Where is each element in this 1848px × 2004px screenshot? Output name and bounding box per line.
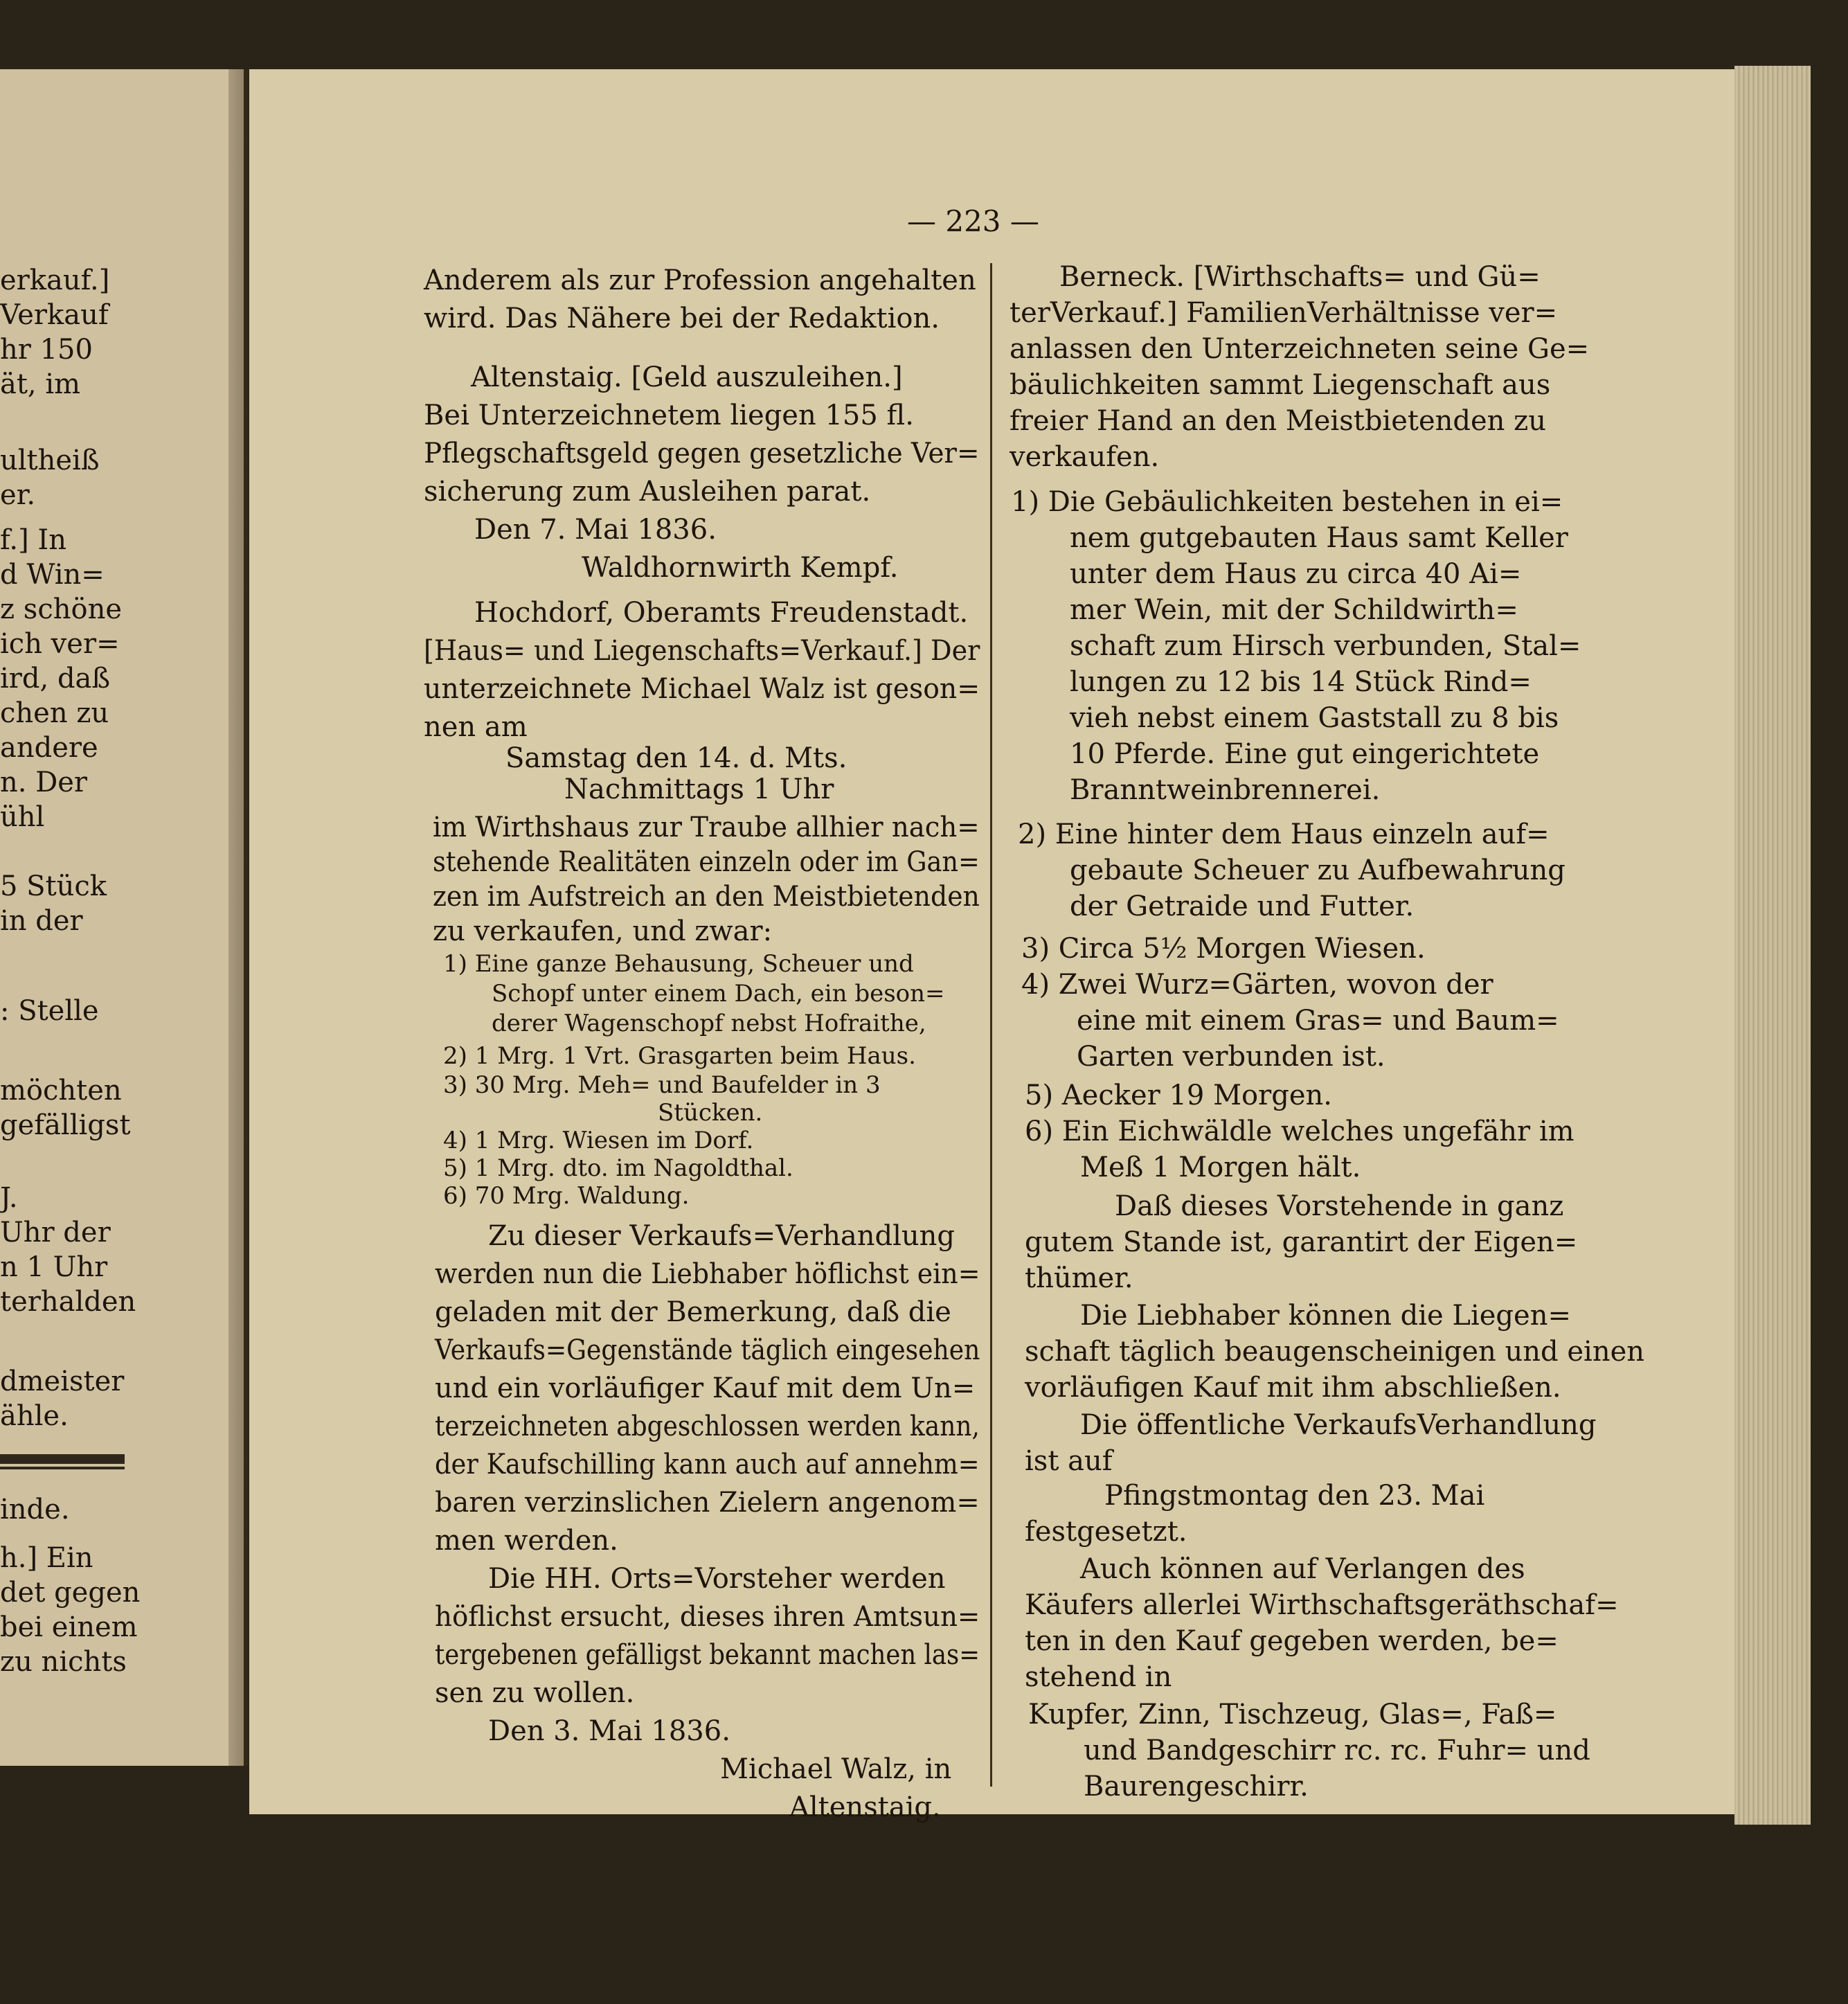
text-line: der Kaufschilling kann auch auf annehm= [435, 1449, 980, 1480]
text-line: stehend in [1025, 1661, 1172, 1693]
list-item: 6) Ein Eichwäldle welches ungefähr im [1025, 1116, 1575, 1147]
list-item: derer Wagenschopf nebst Hofraithe, [492, 1010, 926, 1037]
left-fragment-line: möchten [0, 1075, 122, 1107]
text-line: Pflegschaftsgeld gegen gesetzliche Ver= [424, 438, 980, 469]
text-line: [Haus= und Liegenschafts=Verkauf.] Der [424, 635, 980, 667]
text-line: baren verzinslichen Zielern angenom= [435, 1487, 980, 1519]
text-line: festgesetzt. [1025, 1516, 1187, 1548]
text-line: Den 3. Mai 1836. [488, 1715, 730, 1747]
left-fragment-line: ähle. [0, 1400, 69, 1432]
signature-place: Altenstaig. [789, 1791, 941, 1823]
list-item: 3) 30 Mrg. Meh= und Baufelder in 3 [443, 1071, 881, 1099]
left-fragment-line: erkauf.] [0, 265, 110, 296]
left-fragment-line: 5 Stück [0, 870, 107, 902]
text-line: sen zu wollen. [435, 1677, 635, 1709]
thick-rule [0, 1454, 125, 1464]
left-fragment-line: andere [0, 732, 98, 764]
text-line: zen im Aufstreich an den Meistbietenden [433, 881, 980, 913]
left-fragment-line: terhalden [0, 1286, 136, 1318]
list-item: 4) Zwei Wurz=Gärten, wovon der [1021, 969, 1493, 1001]
text-line: ten in den Kauf gegeben werden, be= [1025, 1625, 1559, 1657]
text-line: Zu dieser Verkaufs=Verhandlung [488, 1220, 955, 1252]
text-line: sicherung zum Ausleihen parat. [424, 476, 871, 508]
text-line: Hochdorf, Oberamts Freudenstadt. [474, 597, 969, 629]
left-fragment-line: Verkauf [0, 299, 109, 331]
page-edges [1734, 66, 1811, 1825]
left-fragment-line: n 1 Uhr [0, 1251, 108, 1283]
text-line: eine mit einem Gras= und Baum= [1077, 1005, 1559, 1037]
text-line: terVerkauf.] FamilienVerhältnisse ver= [1010, 297, 1558, 329]
thin-rule [0, 1467, 125, 1469]
text-line: lungen zu 12 bis 14 Stück Rind= [1070, 666, 1532, 698]
text-line: unter dem Haus zu circa 40 Ai= [1070, 558, 1522, 590]
left-fragment-line: det gegen [0, 1577, 141, 1609]
text-line: der Getraide und Futter. [1070, 891, 1415, 922]
text-line: men werden. [435, 1525, 618, 1557]
text-line: mer Wein, mit der Schildwirth= [1070, 594, 1518, 626]
text-line: geladen mit der Bemerkung, daß die [435, 1296, 951, 1328]
list-item: 3) Circa 5½ Morgen Wiesen. [1021, 933, 1426, 965]
left-fragment-line: ultheiß [0, 445, 100, 476]
text-line: und ein vorläufiger Kauf mit dem Un= [435, 1372, 976, 1404]
text-line: Nachmittags 1 Uhr [564, 773, 834, 805]
list-item: Stücken. [658, 1099, 763, 1127]
text-line: Die HH. Orts=Vorsteher werden [488, 1563, 946, 1595]
left-page-fragment [0, 69, 244, 1766]
text-line: schaft täglich beaugenscheinigen und einen [1025, 1336, 1645, 1368]
text-line: verkaufen. [1010, 441, 1160, 473]
text-line: Kupfer, Zinn, Tischzeug, Glas=, Faß= [1028, 1699, 1557, 1730]
text-line: Käufers allerlei Wirthschaftsgeräthschaf= [1025, 1589, 1619, 1621]
text-line: gebaute Scheuer zu Aufbewahrung [1070, 855, 1566, 886]
text-line: 10 Pferde. Eine gut eingerichtete [1070, 738, 1540, 770]
text-line: werden nun die Liebhaber höflichst ein= [435, 1258, 980, 1290]
text-line: Auch können auf Verlangen des [1080, 1553, 1525, 1585]
left-fragment-line: n. Der [0, 767, 88, 798]
signature: Michael Walz, in [720, 1753, 952, 1785]
text-line: Die öffentliche VerkaufsVerhandlung [1080, 1409, 1597, 1441]
list-item: 6) 70 Mrg. Waldung. [443, 1182, 690, 1210]
list-item: 5) Aecker 19 Morgen. [1025, 1080, 1333, 1111]
left-fragment-line: ät, im [0, 368, 81, 400]
column-divider [990, 263, 992, 1787]
text-line: Branntweinbrennerei. [1070, 774, 1381, 806]
signature: Waldhornwirth Kempf. [582, 552, 899, 584]
page-number: — 223 — [907, 204, 1039, 238]
text-line: gutem Stande ist, garantirt der Eigen= [1025, 1226, 1578, 1258]
text-line: Verkaufs=Gegenstände täglich eingesehen [435, 1334, 980, 1366]
text-line: höflichst ersucht, dieses ihren Amtsun= [435, 1601, 980, 1633]
text-line: stehende Realitäten einzeln oder im Gan= [433, 846, 980, 878]
text-line: unterzeichnete Michael Walz ist geson= [424, 673, 980, 705]
text-line: Altenstaig. [Geld auszuleihen.] [471, 361, 903, 393]
text-line: zu verkaufen, und zwar: [433, 915, 773, 947]
left-fragment-line: dmeister [0, 1366, 125, 1397]
left-fragment-line: gefälligst [0, 1109, 131, 1141]
left-fragment-line: zu nichts [0, 1646, 127, 1678]
text-line: Meß 1 Morgen hält. [1080, 1152, 1361, 1183]
text-line: wird. Das Nähere bei der Redaktion. [424, 303, 940, 334]
left-fragment-line: ich ver= [0, 628, 120, 660]
text-line: tergebenen gefälligst bekannt machen las= [435, 1639, 980, 1671]
left-fragment-line: hr 150 [0, 334, 93, 366]
text-line: nen am [424, 711, 528, 743]
text-line: bäulichkeiten sammt Liegenschaft aus [1010, 369, 1551, 401]
text-line: Den 7. Mai 1836. [474, 514, 717, 546]
list-item: 5) 1 Mrg. dto. im Nagoldthal. [443, 1154, 793, 1182]
text-line: Die Liebhaber können die Liegen= [1080, 1300, 1571, 1332]
left-fragment-line: h.] Ein [0, 1542, 93, 1574]
list-item: Schopf unter einem Dach, ein beson= [492, 980, 945, 1008]
text-line: ist auf [1025, 1445, 1113, 1477]
text-line: freier Hand an den Meistbietenden zu [1010, 405, 1546, 437]
text-line: vorläufigen Kauf mit ihm abschließen. [1025, 1372, 1561, 1404]
left-fragment-line: ühl [0, 801, 45, 833]
text-line: Bei Unterzeichnetem liegen 155 fl. [424, 400, 914, 431]
left-fragment-line: f.] In [0, 524, 66, 556]
text-line: Garten verbunden ist. [1077, 1041, 1385, 1073]
text-line: und Bandgeschirr rc. rc. Fuhr= und [1084, 1735, 1590, 1766]
list-item: 1) Eine ganze Behausung, Scheuer und [443, 950, 914, 978]
left-fragment-line: in der [0, 905, 83, 937]
list-item: 2) Eine hinter dem Haus einzeln auf= [1018, 818, 1550, 850]
text-line: im Wirthshaus zur Traube allhier nach= [433, 812, 980, 843]
left-fragment-line: z schöne [0, 593, 122, 625]
left-fragment-line: ird, daß [0, 663, 111, 695]
left-fragment-line: er. [0, 479, 36, 511]
text-line: terzeichneten abgeschlossen werden kann, [435, 1411, 980, 1442]
text-line: thümer. [1025, 1262, 1133, 1294]
list-item: 2) 1 Mrg. 1 Vrt. Grasgarten beim Haus. [443, 1042, 916, 1070]
text-line: Pfingstmontag den 23. Mai [1104, 1480, 1485, 1512]
text-line: Samstag den 14. d. Mts. [505, 742, 847, 774]
text-line: Anderem als zur Profession angehalten [424, 265, 976, 296]
text-line: Berneck. [Wirthschafts= und Gü= [1059, 261, 1541, 293]
text-line: nem gutgebauten Haus samt Keller [1070, 522, 1568, 554]
text-line: schaft zum Hirsch verbunden, Stal= [1070, 630, 1581, 662]
text-line: vieh nebst einem Gaststall zu 8 bis [1070, 702, 1559, 734]
left-fragment-line: inde. [0, 1494, 70, 1526]
text-line: Daß dieses Vorstehende in ganz [1115, 1190, 1564, 1222]
left-fragment-line: d Win= [0, 559, 105, 591]
left-fragment-line: : Stelle [0, 995, 99, 1027]
text-line: anlassen den Unterzeichneten seine Ge= [1010, 333, 1590, 365]
left-fragment-line: chen zu [0, 697, 109, 729]
left-fragment-line: Uhr der [0, 1217, 111, 1249]
text-line: Baurengeschirr. [1084, 1771, 1309, 1802]
list-item: 1) Die Gebäulichkeiten bestehen in ei= [1011, 486, 1563, 518]
left-fragment-line: J. [0, 1182, 18, 1214]
left-fragment-line: bei einem [0, 1611, 138, 1643]
list-item: 4) 1 Mrg. Wiesen im Dorf. [443, 1127, 754, 1154]
